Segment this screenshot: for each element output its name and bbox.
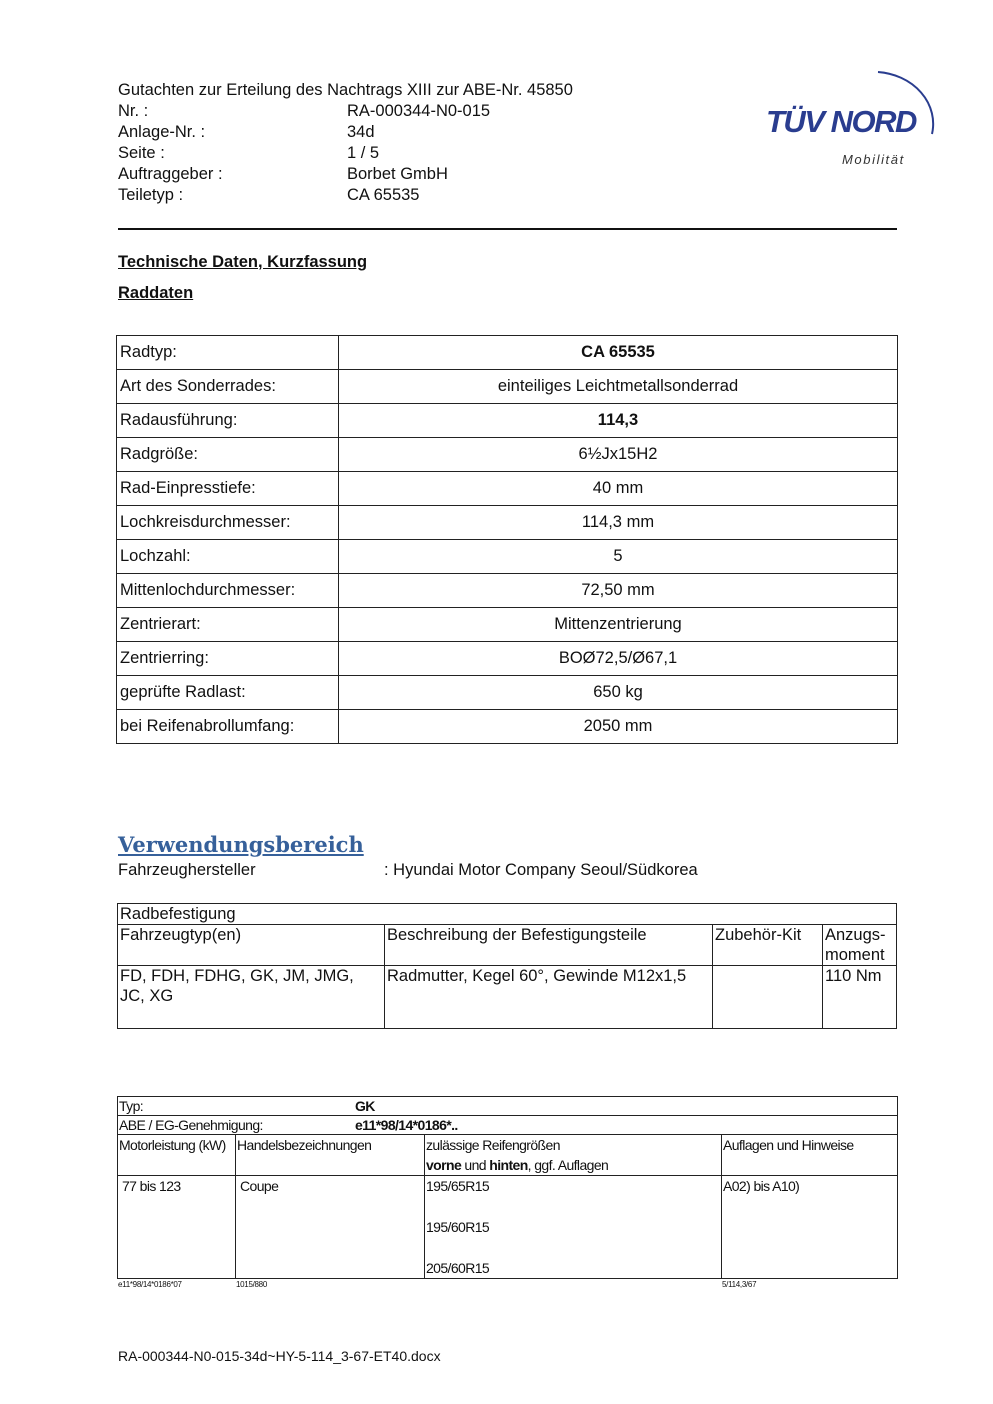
header-row-seite	[118, 143, 379, 164]
typ-header-row	[118, 1135, 898, 1176]
cell-zubehoer	[713, 966, 823, 1029]
table-row	[117, 404, 898, 438]
col-beschreibung: Beschreibung der Befestigungsteile	[385, 925, 713, 966]
header-label: Nr. :	[118, 102, 149, 120]
rad-label: Radgröße:	[117, 438, 339, 472]
rad-value: 114,3	[339, 404, 898, 438]
col-handelsbezeichnungen: Handelsbezeichnungen	[236, 1135, 425, 1176]
rad-value: 5	[339, 540, 898, 574]
rad-value: CA 65535	[339, 336, 898, 370]
typ-table	[117, 1096, 898, 1279]
typ-cell	[118, 1097, 898, 1116]
abe-cell	[118, 1116, 898, 1135]
cell-fahrzeugtypen: FD, FDH, FDHG, GK, JM, JMG, JC, XG	[118, 966, 385, 1029]
befestigung-title: Radbefestigung	[118, 904, 897, 925]
table-row	[117, 608, 898, 642]
table-row	[117, 336, 898, 370]
col-reifen-hinten: hinten	[489, 1157, 528, 1173]
col-anzugsmoment: Anzugs- moment	[823, 925, 897, 966]
rad-value: 114,3 mm	[339, 506, 898, 540]
table-row	[117, 370, 898, 404]
rad-label: Lochzahl:	[117, 540, 339, 574]
cell-motorleistung: 77 bis 123	[118, 1176, 236, 1279]
col-reifen-subtitle	[426, 1155, 720, 1175]
section-raddaten: Raddaten	[118, 284, 194, 302]
table-row	[117, 506, 898, 540]
header-divider	[118, 228, 897, 230]
table-row	[118, 966, 897, 1029]
rad-value: 6½Jx15H2	[339, 438, 898, 472]
col-reifen-vorne: vorne	[426, 1157, 462, 1173]
cell-auflagen: A02) bis A10)	[722, 1176, 898, 1279]
rad-label: Lochkreisdurchmesser:	[117, 506, 339, 540]
cell-reifen	[425, 1176, 722, 1279]
rad-value: 650 kg	[339, 676, 898, 710]
logo-subtitle: Mobilität	[842, 152, 905, 167]
header-label: Seite :	[118, 144, 165, 162]
reifen-size: 195/65R15	[426, 1178, 490, 1194]
rad-label: Mittenlochdurchmesser:	[117, 574, 339, 608]
header-row-teiletyp	[118, 185, 419, 206]
rad-value: Mittenzentrierung	[339, 608, 898, 642]
report-title: Gutachten zur Erteilung des Nachtrags XIII zur ABE-Nr. 45850	[118, 81, 573, 99]
abe-row	[118, 1116, 898, 1135]
abe-label: ABE / EG-Genehmigung:	[119, 1117, 263, 1133]
rad-label: Radtyp:	[117, 336, 339, 370]
table-row	[117, 540, 898, 574]
rad-label: Rad-Einpresstiefe:	[117, 472, 339, 506]
rad-value: 40 mm	[339, 472, 898, 506]
abe-value: e11*98/14*0186*..	[355, 1117, 458, 1133]
rad-label: Zentrierart:	[117, 608, 339, 642]
table-row	[117, 676, 898, 710]
col-reifen-title: zulässige Reifengrößen	[426, 1137, 560, 1153]
reifen-size: 205/60R15	[426, 1260, 490, 1276]
typ-row	[118, 1097, 898, 1116]
rad-value: 72,50 mm	[339, 574, 898, 608]
col-reifengroessen	[425, 1135, 722, 1176]
header-label: Anlage-Nr. :	[118, 123, 206, 141]
col-zubehoer: Zubehör-Kit	[713, 925, 823, 966]
typ-label: Typ:	[119, 1098, 144, 1114]
raddaten-table	[116, 335, 898, 744]
rad-label: Art des Sonderrades:	[117, 370, 339, 404]
col-auflagen: Auflagen und Hinweise	[722, 1135, 898, 1176]
header-value: RA-000344-N0-015	[347, 102, 491, 120]
cell-handelsbezeichnung: Coupe	[236, 1176, 425, 1279]
hersteller-value: : Hyundai Motor Company Seoul/Südkorea	[384, 861, 698, 879]
table-row	[117, 574, 898, 608]
rad-label: Radausführung:	[117, 404, 339, 438]
table-row	[118, 1176, 898, 1279]
rad-value: einteiliges Leichtmetallsonderrad	[339, 370, 898, 404]
rad-label: geprüfte Radlast:	[117, 676, 339, 710]
header-value: 34d	[347, 123, 375, 141]
header-label: Teiletyp :	[118, 186, 184, 204]
header-label: Auftraggeber :	[118, 165, 223, 183]
rad-value: BOØ72,5/Ø67,1	[339, 642, 898, 676]
header-value: 1 / 5	[347, 144, 380, 162]
table-row	[117, 710, 898, 744]
header-value: Borbet GmbH	[347, 165, 448, 183]
col-motorleistung: Motorleistung (kW)	[118, 1135, 236, 1176]
typ-footnote-left: e11*98/14*0186*07	[118, 1280, 182, 1289]
col-fahrzeugtyp: Fahrzeugtyp(en)	[118, 925, 385, 966]
hersteller-label: Fahrzeughersteller	[118, 861, 256, 879]
header-value: CA 65535	[347, 186, 420, 204]
table-row	[117, 642, 898, 676]
section-verwendungsbereich: Verwendungsbereich	[118, 832, 364, 857]
rad-label: bei Reifenabrollumfang:	[117, 710, 339, 744]
reifen-size: 195/60R15	[426, 1219, 490, 1235]
document-filename: RA-000344-N0-015-34d~HY-5-114_3-67-ET40.docx	[118, 1348, 441, 1364]
header-row-nr	[118, 101, 490, 122]
typ-value: GK	[355, 1098, 375, 1114]
rad-label: Zentrierring:	[117, 642, 339, 676]
befestigung-header-row	[118, 925, 897, 966]
typ-footnote-right: 5/114,3/67	[722, 1280, 757, 1289]
header-row-auftraggeber	[118, 164, 448, 185]
section-technische-daten: Technische Daten, Kurzfassung	[118, 253, 368, 271]
cell-anzugsmoment: 110 Nm	[823, 966, 897, 1029]
befestigung-title-row	[118, 904, 897, 925]
col-reifen-und: und	[461, 1157, 490, 1173]
befestigung-table	[117, 903, 897, 1029]
tuev-nord-logo	[760, 58, 945, 173]
header-row-anlage	[118, 122, 375, 143]
logo-brand: TÜV NORD	[766, 104, 916, 139]
table-row	[117, 472, 898, 506]
typ-footnote-mid: 1015/880	[236, 1280, 267, 1289]
table-row	[117, 438, 898, 472]
cell-beschreibung: Radmutter, Kegel 60°, Gewinde M12x1,5	[385, 966, 713, 1029]
col-reifen-auflagen: , ggf. Auflagen	[527, 1157, 609, 1173]
rad-value: 2050 mm	[339, 710, 898, 744]
